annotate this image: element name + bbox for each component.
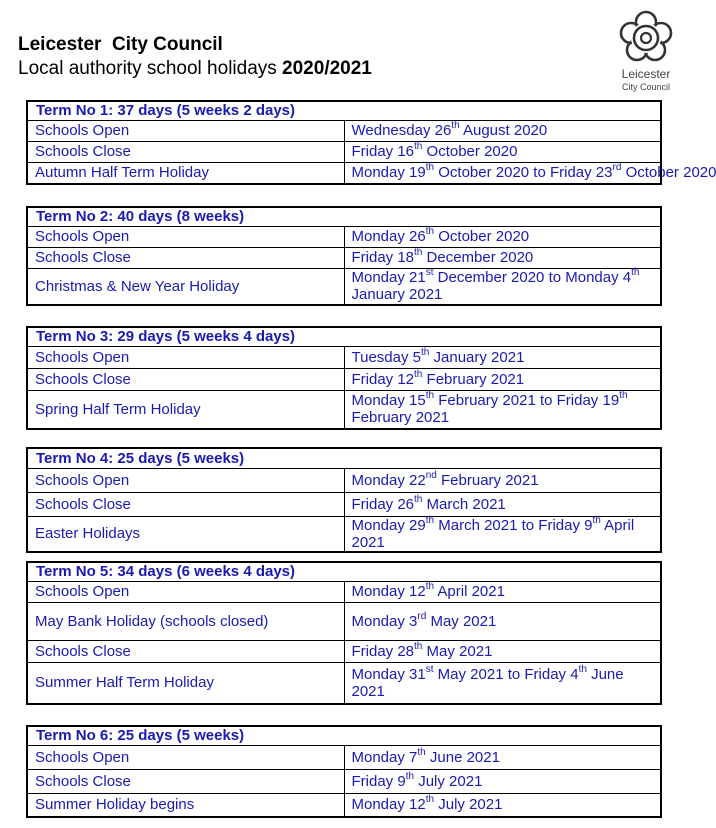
row-value: Friday 12th February 2021	[344, 368, 661, 390]
subtitle-year: 2020/2021	[282, 58, 372, 79]
row-label: Schools Open	[27, 120, 344, 141]
row-value: Monday 29th March 2021 to Friday 9th April 2021	[344, 516, 661, 552]
term-3-table	[26, 326, 662, 430]
row-label: Autumn Half Term Holiday	[27, 162, 344, 184]
council-logo	[609, 8, 683, 98]
council-name: Leicester City Council	[18, 34, 223, 55]
row-label: Schools Open	[27, 468, 344, 492]
row-label: Schools Open	[27, 226, 344, 247]
row-value: Monday 19th October 2020 to Friday 23rd October 2020	[344, 162, 661, 184]
row-label: Schools Close	[27, 368, 344, 390]
row-value: Monday 31st May 2021 to Friday 4th June 2021	[344, 662, 661, 704]
row-label: May Bank Holiday (schools closed)	[27, 602, 344, 640]
rose-icon	[609, 8, 683, 66]
logo-text-line2: City Council	[621, 82, 670, 92]
row-value: Monday 12th April 2021	[344, 581, 661, 602]
term-title: Term No 2: 40 days (8 weeks)	[27, 207, 661, 226]
row-value: Monday 15th February 2021 to Friday 19th February 2021	[344, 390, 661, 429]
row-label: Summer Half Term Holiday	[27, 662, 344, 704]
row-value: Tuesday 5th January 2021	[344, 346, 661, 368]
subtitle-text: Local authority school holidays	[18, 58, 283, 79]
row-value: Monday 21st December 2020 to Monday 4th January 2021	[344, 268, 661, 305]
term-4-table	[26, 447, 662, 553]
row-label: Christmas & New Year Holiday	[27, 268, 344, 305]
row-label: Schools Close	[27, 492, 344, 516]
row-value: Monday 7th June 2021	[344, 745, 661, 769]
row-value: Friday 26th March 2021	[344, 492, 661, 516]
row-label: Summer Holiday begins	[27, 793, 344, 817]
term-5-table	[26, 561, 662, 705]
row-label: Schools Close	[27, 769, 344, 793]
term-1-table	[26, 100, 716, 185]
row-value: Monday 22nd February 2021	[344, 468, 661, 492]
row-label: Spring Half Term Holiday	[27, 390, 344, 429]
term-title: Term No 4: 25 days (5 weeks)	[27, 448, 661, 468]
row-label: Easter Holidays	[27, 516, 344, 552]
logo-text-line1: Leicester	[621, 67, 671, 81]
term-title: Term No 5: 34 days (6 weeks 4 days)	[27, 562, 661, 581]
row-label: Schools Open	[27, 745, 344, 769]
row-value: Monday 12th July 2021	[344, 793, 661, 817]
row-value: Friday 16th October 2020	[344, 141, 661, 162]
term-2-table	[26, 206, 662, 306]
row-value: Friday 18th December 2020	[344, 247, 661, 268]
term-title: Term No 3: 29 days (5 weeks 4 days)	[27, 327, 661, 346]
document-header	[18, 34, 372, 81]
row-value: Monday 26th October 2020	[344, 226, 661, 247]
document-subtitle	[18, 57, 372, 81]
row-label: Schools Open	[27, 581, 344, 602]
row-label: Schools Close	[27, 640, 344, 662]
row-value: Friday 9th July 2021	[344, 769, 661, 793]
row-label: Schools Open	[27, 346, 344, 368]
row-value: Monday 3rd May 2021	[344, 602, 661, 640]
row-label: Schools Close	[27, 247, 344, 268]
row-label: Schools Close	[27, 141, 344, 162]
row-value: Wednesday 26th August 2020	[344, 120, 661, 141]
term-title: Term No 6: 25 days (5 weeks)	[27, 726, 661, 745]
term-title: Term No 1: 37 days (5 weeks 2 days)	[27, 101, 661, 120]
row-value: Friday 28th May 2021	[344, 640, 661, 662]
term-6-table	[26, 725, 662, 818]
